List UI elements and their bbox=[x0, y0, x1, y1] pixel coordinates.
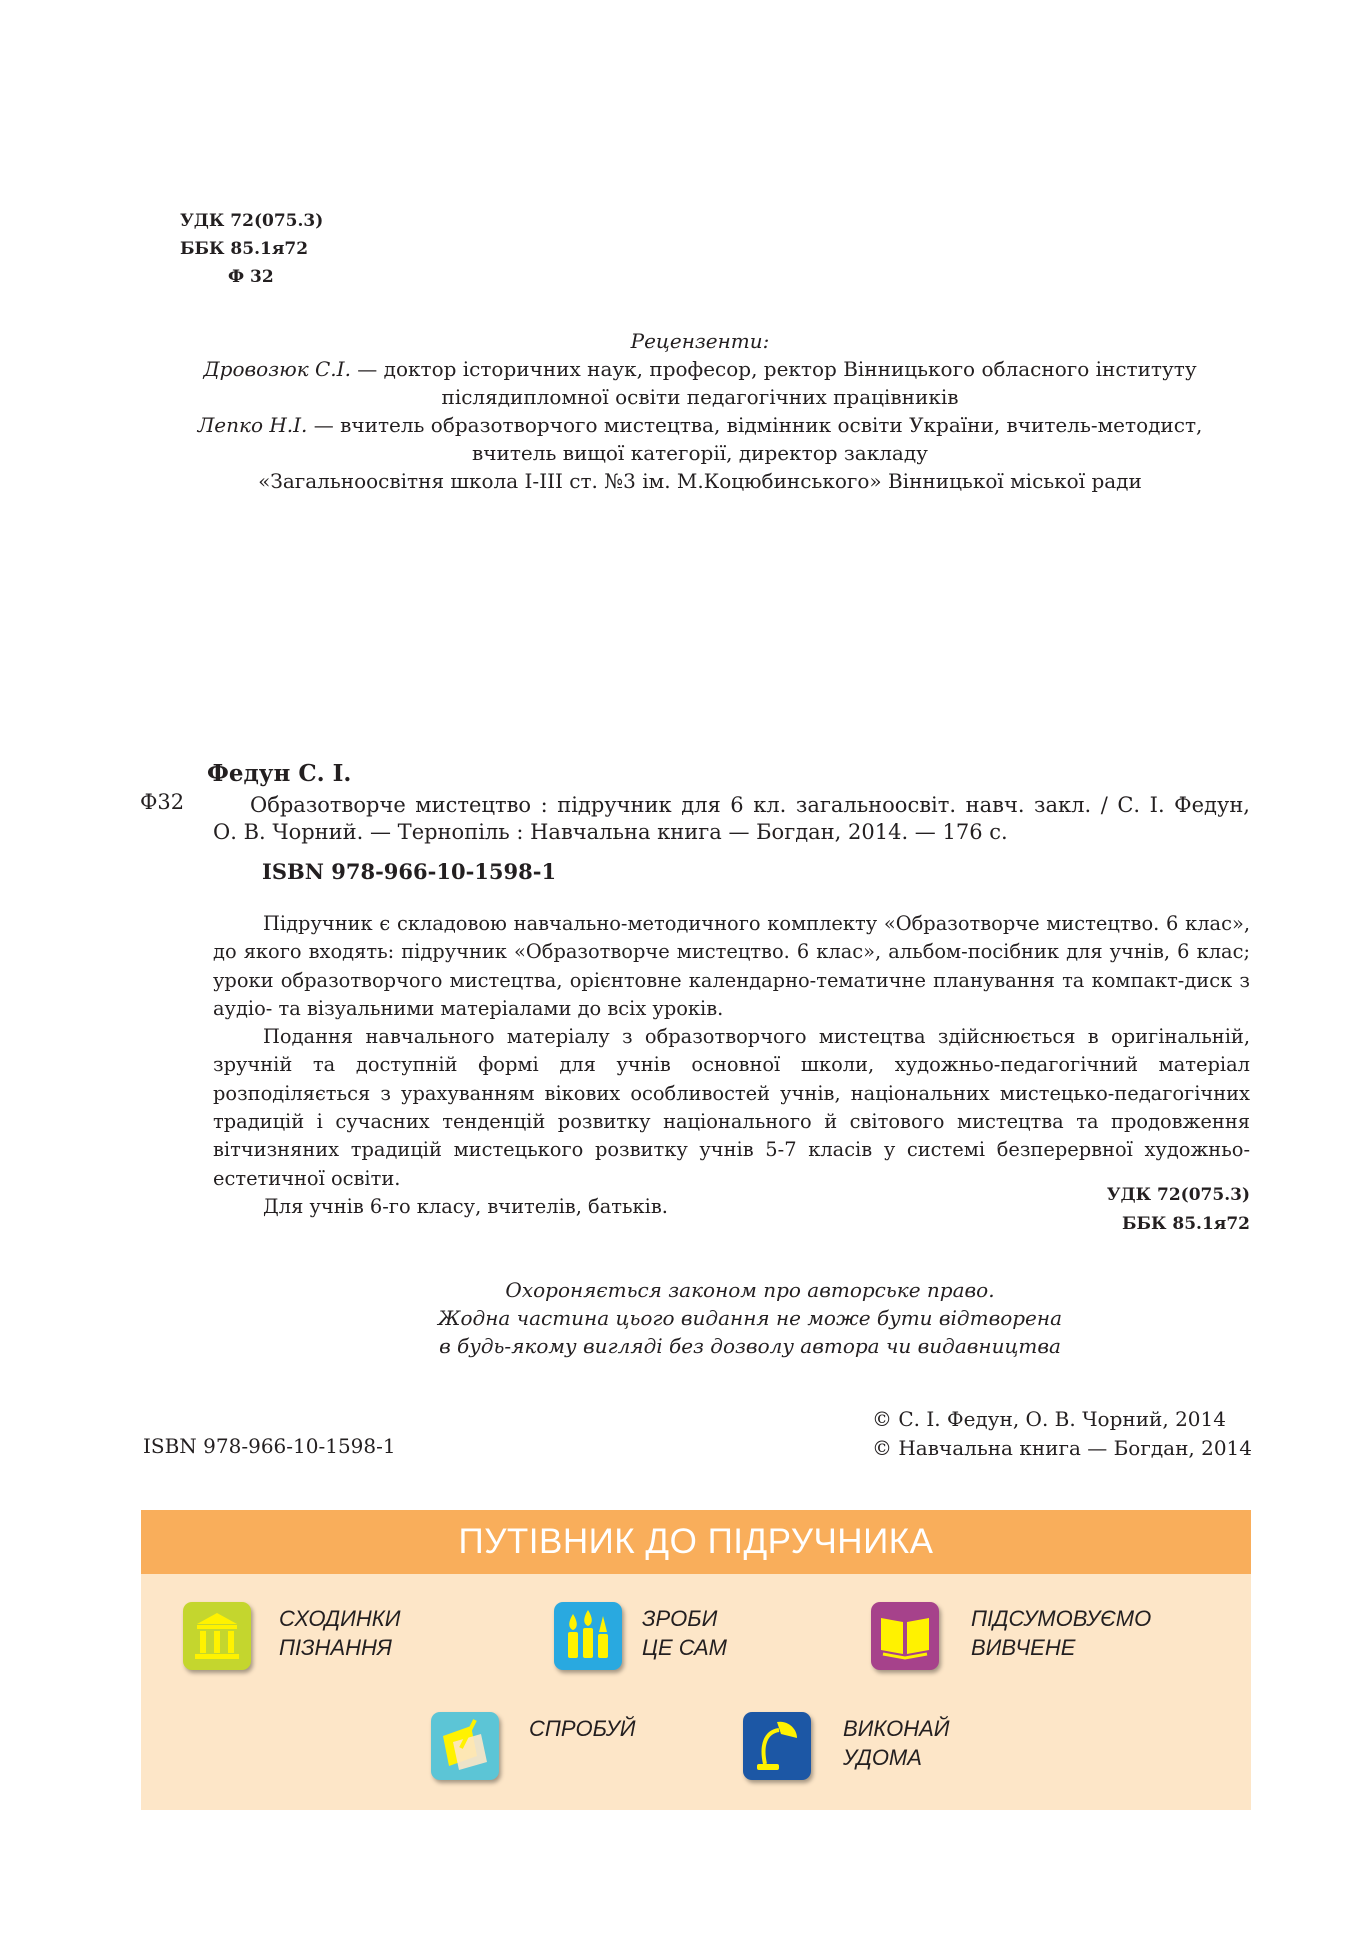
legend-summary-line1: ПІДСУМОВУЄМО bbox=[971, 1606, 1152, 1631]
right-codes bbox=[1107, 1181, 1250, 1239]
annotation bbox=[213, 910, 1250, 1221]
bottom-isbn: ISBN 978-966-10-1598-1 bbox=[143, 1434, 396, 1458]
udk-code: УДК 72(075.3) bbox=[180, 211, 324, 231]
legend-diy-line2: ЦЕ САМ bbox=[642, 1635, 727, 1660]
copyright-publisher: © Навчальна книга — Богдан, 2014 bbox=[872, 1436, 1253, 1460]
classification-codes bbox=[180, 207, 323, 291]
guide-legend bbox=[141, 1574, 1251, 1810]
right-bbk: ББК 85.1я72 bbox=[1121, 1214, 1250, 1234]
reviewer-2-line3: «Загальноосвітня школа І-ІІІ ст. №3 ім. М.Коцюбинського» Вінницької міської ради bbox=[258, 469, 1142, 493]
desk-lamp-icon bbox=[743, 1712, 811, 1780]
book-author: Федун С. І. bbox=[207, 760, 352, 787]
reviewer-2 bbox=[150, 411, 1250, 439]
biblio-line-1: Образотворче мистецтво : підручник для 6 кл. загальноосвіт. навч. закл. / С. І. Федун, bbox=[250, 793, 1250, 817]
reviewer-1-line2: післядипломної освіти педагогічних працівників bbox=[441, 385, 959, 409]
notice-line-1: Охороняється законом про авторське право. bbox=[505, 1278, 995, 1302]
papers-icon bbox=[431, 1712, 499, 1780]
guide-title: ПУТІВНИК ДО ПІДРУЧНИКА bbox=[141, 1510, 1251, 1574]
copyright-holders bbox=[872, 1405, 1252, 1463]
copyright-notice bbox=[300, 1276, 1200, 1360]
biblio-isbn: ISBN 978-966-10-1598-1 bbox=[262, 859, 557, 884]
legend-homework-line1: ВИКОНАЙ bbox=[843, 1716, 950, 1741]
columns-icon bbox=[183, 1602, 251, 1670]
annotation-paragraph-2: Подання навчального матеріалу з образотворчого мистецтва здійснюється в оригінальній, зручній та доступній формі для учнів основної школи, художньо-педагогічний матеріал розподіляється з урахуванням вікових особливостей учнів, національних мистецько-педагогічних традицій і сучасних тенденцій розвитку національного й світового мистецтва та продовження вітчизняних традицій мистецького розвитку учнів 5-7 класів у системі безперервної художньо-естетичної освіти. bbox=[213, 1025, 1250, 1190]
reviewer-2-line2: вчитель вищої категорії, директор закладу bbox=[472, 441, 928, 465]
notice-line-2: Жодна частина цього видання не може бути відтворена bbox=[438, 1306, 1062, 1330]
reviewers-block bbox=[150, 327, 1250, 495]
annotation-paragraph-3: Для учнів 6-го класу, вчителів, батьків. bbox=[263, 1194, 668, 1218]
reviewer-1-text: — доктор історичних наук, професор, ректор Вінницького обласного інституту bbox=[350, 357, 1197, 381]
guide-box bbox=[141, 1510, 1251, 1810]
copyright-authors: © С. І. Федун, О. В. Чорний, 2014 bbox=[872, 1407, 1226, 1431]
legend-steps-line1: СХОДИНКИ bbox=[279, 1606, 401, 1631]
legend-diy-line1: ЗРОБИ bbox=[642, 1606, 718, 1631]
open-book-icon bbox=[871, 1602, 939, 1670]
reviewer-1-name: Дровозюк С.І. bbox=[203, 357, 351, 381]
biblio-line-2: О. В. Чорний. — Тернопіль : Навчальна книга — Богдан, 2014. — 176 с. bbox=[213, 820, 1008, 844]
legend-try-line1: СПРОБУЙ bbox=[529, 1716, 636, 1741]
legend-steps-line2: ПІЗНАННЯ bbox=[279, 1635, 392, 1660]
notice-line-3: в будь-якому вигляді без дозволу автора чи видавництва bbox=[439, 1334, 1061, 1358]
legend-summary-line2: ВИВЧЕНЕ bbox=[971, 1635, 1076, 1660]
reviewer-1 bbox=[150, 355, 1250, 383]
right-udk: УДК 72(075.3) bbox=[1106, 1185, 1250, 1205]
bbk-code: ББК 85.1я72 bbox=[180, 239, 309, 259]
reviewers-heading: Рецензенти: bbox=[630, 329, 770, 353]
biblio-mark: Ф32 bbox=[140, 790, 185, 814]
reviewer-2-text: — вчитель образотворчого мистецтва, відмінник освіти України, вчитель-методист, bbox=[307, 413, 1203, 437]
reviewer-2-name: Лепко Н.І. bbox=[197, 413, 308, 437]
annotation-paragraph-1: Підручник є складовою навчально-методичного комплекту «Образотворче мистецтво. 6 клас», до якого входять: підручник «Образотворче мистецтво. 6 клас», альбом-посібник для учнів, 6 клас; уроки образотворчого мистецтва, орієнтовне календарно-тематичне планування та компакт-диск з аудіо- та візуальними матеріалами до всіх уроків. bbox=[213, 912, 1250, 1020]
brushes-icon bbox=[554, 1602, 622, 1670]
legend-homework-line2: УДОМА bbox=[843, 1745, 922, 1770]
author-mark: Ф 32 bbox=[228, 267, 274, 287]
